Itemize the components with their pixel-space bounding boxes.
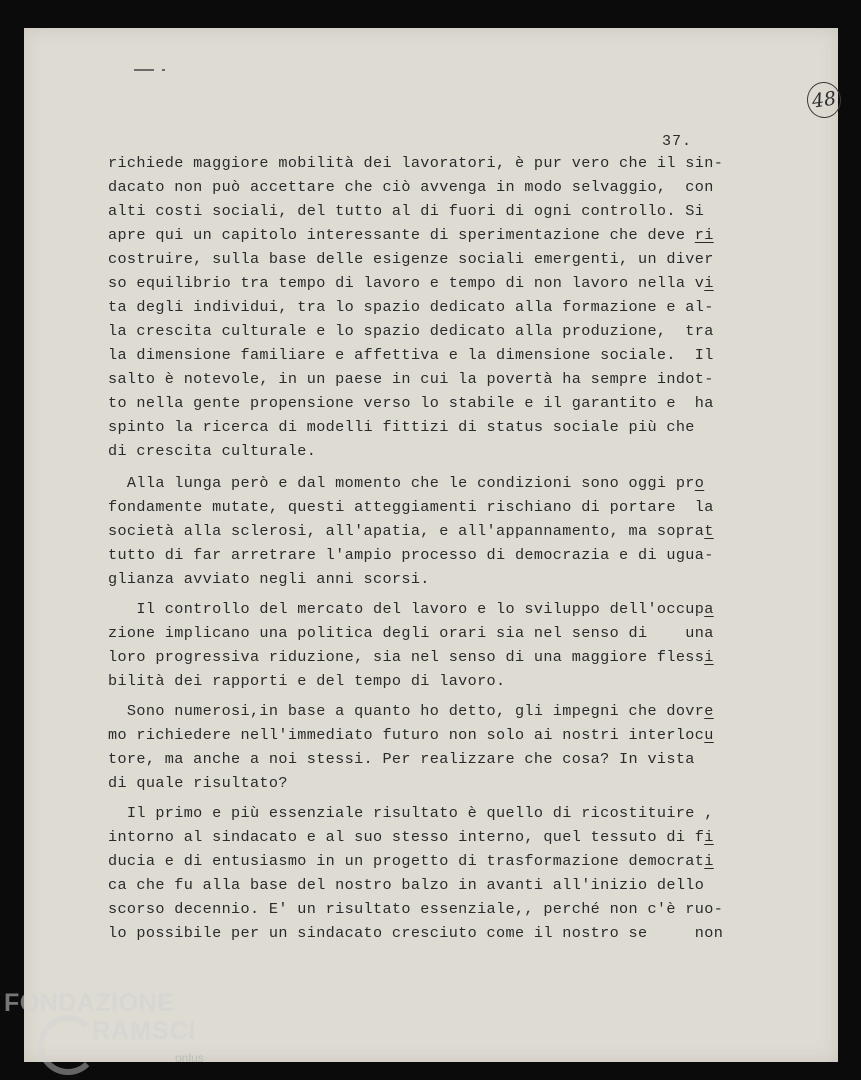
text-segment: ducia e di entusiasmo in un progetto di trasformazione democrat [108,852,705,870]
text-segment: richiede maggiore mobilità dei lavoratori, è pur vero che il sin- [108,154,724,172]
text-segment: apre qui un capitolo interessante di sperimentazione che deve [108,226,695,244]
archive-number-stamp: 48 [805,80,844,120]
text-line [108,750,695,768]
watermark-g-logo-icon [38,1015,98,1075]
text-segment: dacato non può accettare che ciò avvenga in modo selvaggio, con [108,178,714,196]
text-line [108,702,714,720]
text-line [108,876,704,894]
text-line [108,178,714,196]
text-line [108,370,714,388]
text-line [108,202,704,220]
underlined-syllable: i [704,852,714,870]
text-line [108,804,714,822]
underlined-syllable: ri [694,226,714,244]
text-segment: alti costi sociali, del tutto al di fuori di ogni controllo. Si [108,202,705,220]
text-line [108,924,723,942]
underlined-syllable: u [704,726,714,744]
page-number: 37. [662,133,693,150]
text-segment: zione implicano una politica degli orari sia nel senso di una [108,624,714,642]
stray-mark [162,69,165,71]
text-line [108,852,714,870]
text-segment: scorso decennio. E' un risultato essenziale,, perché non c'è ruo- [108,900,724,918]
stray-mark [134,69,154,71]
text-line [108,726,714,744]
text-segment: Il primo e più essenziale risultato è quello di ricostituire , [108,804,714,822]
text-segment: tore, ma anche a noi stessi. Per realizzare che cosa? In vista [108,750,695,768]
text-line [108,474,704,492]
underlined-syllable: i [704,648,714,666]
text-segment: spinto la ricerca di modelli fittizi di status sociale più che [108,418,695,436]
text-segment: ta degli individui, tra lo spazio dedicato alla formazione e al- [108,298,714,316]
text-segment: to nella gente propensione verso lo stabile e il garantito e ha [108,394,714,412]
text-line [108,250,714,268]
text-line [108,274,714,292]
text-segment: società alla sclerosi, all'apatia, e all'appannamento, ma sopra [108,522,705,540]
watermark-onlus: onlus [175,1051,204,1065]
text-segment: lo possibile per un sindacato cresciuto come il nostro se non [108,924,724,942]
text-line [108,226,714,244]
watermark-title: FONDAZIONE [4,989,175,1017]
underlined-syllable: t [704,522,714,540]
text-segment: Il controllo del mercato del lavoro e lo sviluppo dell'occup [108,600,705,618]
text-segment: intorno al sindacato e al suo stesso interno, quel tessuto di f [108,828,705,846]
text-segment: bilità dei rapporti e del tempo di lavoro. [108,672,506,690]
fondazione-gramsci-watermark [0,985,220,1080]
text-line [108,418,695,436]
text-segment: mo richiedere nell'immediato futuro non solo ai nostri interloc [108,726,705,744]
text-line [108,600,714,618]
text-line [108,498,714,516]
underlined-syllable: a [704,600,714,618]
text-segment: tutto di far arretrare l'ampio processo di democrazia e di ugua- [108,546,714,564]
text-segment: costruire, sulla base delle esigenze sociali emergenti, un diver [108,250,714,268]
underlined-syllable: o [694,474,705,492]
text-line [108,346,714,364]
text-segment: salto è notevole, in un paese in cui la povertà ha sempre indot- [108,370,714,388]
text-line [108,648,714,666]
text-segment: di quale risultato? [108,774,288,792]
text-line [108,522,714,540]
text-line [108,570,430,588]
text-segment: so equilibrio tra tempo di lavoro e tempo di non lavoro nella v [108,274,705,292]
text-segment: la crescita culturale e lo spazio dedicato alla produzione, tra [108,322,714,340]
watermark-subtitle: RAMSCI [92,1017,197,1045]
text-line [108,546,714,564]
underlined-syllable: i [704,828,714,846]
text-line [108,442,316,460]
text-segment: la dimensione familiare e affettiva e la dimensione sociale. Il [108,346,714,364]
text-segment: Sono numerosi,in base a quanto ho detto, gli impegni che dovr [108,702,705,720]
underlined-syllable: i [704,274,714,292]
text-line [108,624,714,642]
text-segment: ca che fu alla base del nostro balzo in avanti all'inizio dello [108,876,705,894]
text-segment: di crescita culturale. [108,442,317,460]
text-segment: fondamente mutate, questi atteggiamenti rischiano di portare la [108,498,714,516]
text-segment: loro progressiva riduzione, sia nel senso di una maggiore fless [108,648,705,666]
text-line [108,154,723,172]
text-line [108,322,714,340]
text-line [108,774,288,792]
text-line [108,298,714,316]
text-line [108,900,723,918]
text-segment: glianza avviato negli anni scorsi. [108,570,430,588]
document-page [24,28,838,1062]
text-line [108,828,714,846]
text-line [108,394,714,412]
underlined-syllable: e [704,702,714,720]
text-segment: Alla lunga però e dal momento che le condizioni sono oggi pr [108,474,695,492]
text-line [108,672,506,690]
